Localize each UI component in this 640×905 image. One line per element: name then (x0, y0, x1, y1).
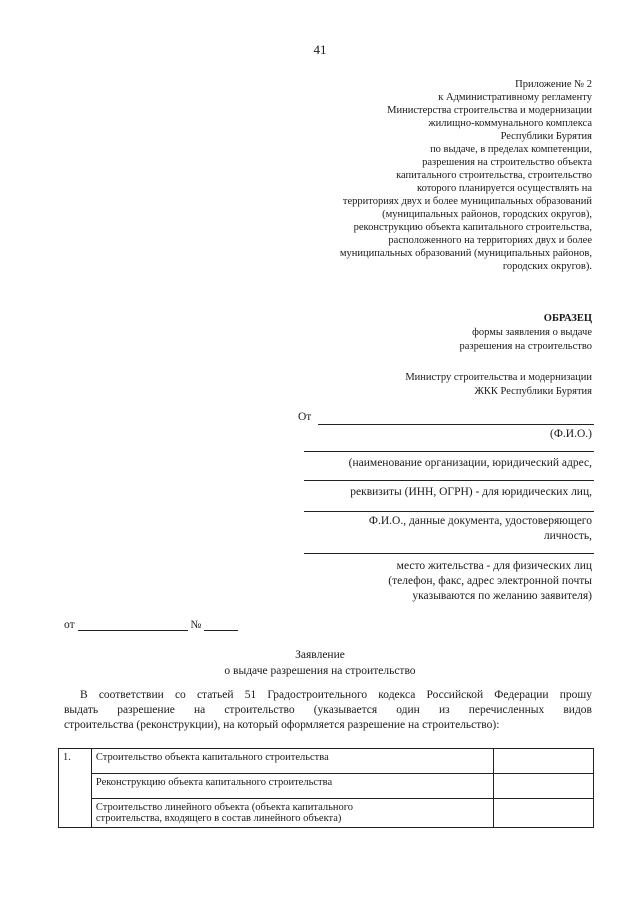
annex-line: которого планируется осуществлять на (417, 183, 592, 194)
title-line: Заявление (295, 649, 345, 661)
option-text-line: строительства, входящего в состав линейного объекта) (95, 813, 342, 824)
from-label: От (298, 411, 312, 423)
option-text-line: Строительство линейного объекта (объекта капитального (95, 802, 354, 813)
requisites-caption: реквизиты (ИНН, ОГРН) - для юридических лиц, (350, 486, 592, 498)
annex-line: Министерства строительства и модернизации (387, 105, 592, 116)
table-row (59, 774, 594, 799)
annex-line: реконструкцию объекта капитального строительства, (353, 222, 592, 233)
date-label: от (64, 619, 75, 631)
addressee-line: ЖКК Республики Бурятия (474, 386, 592, 397)
identity-input-line[interactable] (304, 511, 594, 512)
annex-line: капитального строительства, строительство (396, 170, 592, 181)
annex-line: территориях двух и более муниципальных образований (342, 196, 592, 207)
number-label: № (190, 619, 202, 631)
option-new-construction-checkbox[interactable] (493, 749, 593, 774)
annex-line: жилищно-коммунального комплекса (428, 118, 592, 129)
sample-line: формы заявления о выдаче (472, 327, 592, 338)
annex-line: (муниципальных районов, городских округов), (382, 209, 592, 220)
organization-caption: (наименование организации, юридический адрес, (348, 457, 592, 469)
registration-line (64, 618, 238, 631)
sample-heading: ОБРАЗЕЦ (543, 313, 592, 324)
residence-input-line[interactable] (304, 553, 594, 554)
requisites-input-line[interactable] (304, 480, 594, 481)
annex-line: Республики Бурятия (500, 131, 592, 142)
document-title (0, 647, 640, 679)
annex-line: разрешения на строительство объекта (422, 157, 592, 168)
annex-line: Приложение № 2 (515, 79, 592, 90)
optional-caption: указываются по желанию заявителя) (412, 590, 592, 602)
identity-caption: Ф.И.О., данные документа, удостоверяющего (368, 515, 592, 527)
fio-caption: (Ф.И.О.) (550, 428, 592, 440)
row-number: 1. (59, 749, 92, 828)
residence-caption: место жительства - для физических лиц (396, 560, 592, 572)
annex-line: по выдаче, в пределах компетенции, (430, 144, 592, 155)
annex-line: городских округов). (502, 261, 592, 272)
option-reconstruction-label: Реконструкцию объекта капитального строительства (91, 774, 493, 799)
construction-type-table (58, 748, 594, 828)
option-linear-object-label (91, 799, 493, 828)
request-paragraph (64, 688, 592, 733)
page-number: 41 (313, 42, 327, 57)
annex-line: к Административному регламенту (438, 92, 592, 103)
annex-header (262, 78, 592, 273)
table-row (59, 799, 594, 828)
organization-input-line[interactable] (304, 451, 594, 452)
addressee-line: Министру строительства и модернизации (405, 372, 592, 383)
date-input-line[interactable] (78, 618, 188, 631)
option-new-construction-label: Строительство объекта капитального строительства (91, 749, 493, 774)
annex-line: расположенного на территориях двух и более (388, 235, 592, 246)
fio-input-line[interactable] (318, 424, 594, 425)
identity-caption-cont: личность, (543, 530, 592, 542)
addressee-block (292, 371, 592, 399)
title-line: о выдаче разрешения на строительство (224, 665, 416, 677)
paragraph-line: выдать разрешение на строительство (указывается один из перечисленных видов (64, 704, 592, 716)
number-input-line[interactable] (204, 618, 238, 631)
sample-block (292, 312, 592, 354)
option-reconstruction-checkbox[interactable] (493, 774, 593, 799)
annex-line: муниципальных образований (муниципальных районов, (339, 248, 592, 259)
table-row (59, 749, 594, 774)
paragraph-line: В соответствии со статьей 51 Градостроительного кодекса Российской Федерации прошу (80, 689, 592, 701)
contacts-caption: (телефон, факс, адрес электронной почты (388, 575, 592, 587)
sample-line: разрешения на строительство (459, 341, 592, 352)
option-linear-object-checkbox[interactable] (493, 799, 593, 828)
paragraph-line: строительства (реконструкции), на который оформляется разрешение на строительство): (64, 719, 500, 731)
